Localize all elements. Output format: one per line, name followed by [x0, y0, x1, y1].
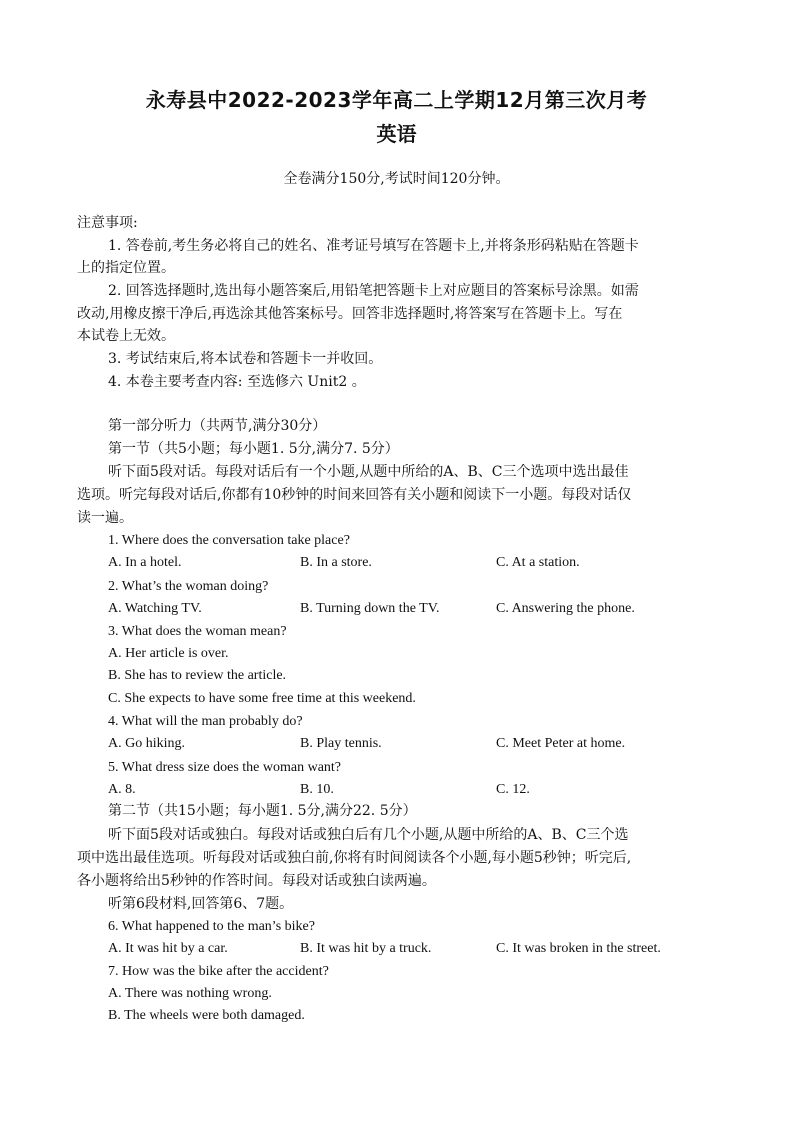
q1-option-c: C. At a station.	[496, 555, 580, 570]
notice-item-4: 4. 本卷主要考查内容: 至选修六 Unit2 。	[108, 374, 366, 390]
notice-item-1: 1. 答卷前,考生务必将自己的姓名、准考证号填写在答题卡上,并将条形码粘贴在答题卡	[108, 238, 639, 254]
q5-option-a: A. 8.	[108, 782, 136, 797]
material-6-heading: 听第6段材料,回答第6、7题。	[108, 896, 294, 912]
question-3: 3. What does the woman mean?	[108, 624, 287, 639]
section1-instructions: 听下面5段对话。每段对话后有一个小题,从题中所给的A、B、C三个选项中选出最佳	[108, 464, 629, 480]
q1-option-b: B. In a store.	[300, 555, 372, 570]
question-2: 2. What’s the woman doing?	[108, 579, 269, 594]
question-5: 5. What dress size does the woman want?	[108, 760, 342, 775]
question-7: 7. How was the bike after the accident?	[108, 964, 329, 979]
q5-option-b: B. 10.	[300, 782, 334, 797]
notice-item-2-cont2: 本试卷上无效。	[77, 328, 175, 344]
exam-title: 永寿县中2022-2023学年高二上学期12月第三次月考	[145, 88, 648, 112]
notice-item-1-cont: 上的指定位置。	[77, 260, 175, 276]
section1-instructions-cont1: 选项。听完每段对话后,你都有10秒钟的时间来回答有关小题和阅读下一小题。每段对话仅	[77, 487, 632, 503]
part1-heading: 第一部分听力（共两节,满分30分）	[108, 418, 327, 434]
question-6: 6. What happened to the man’s bike?	[108, 919, 315, 934]
exam-subject: 英语	[376, 122, 417, 146]
q7-option-a: A. There was nothing wrong.	[108, 986, 272, 1001]
section2-instructions: 听下面5段对话或独白。每段对话或独白后有几个小题,从题中所给的A、B、C三个选	[108, 827, 629, 843]
q2-option-b: B. Turning down the TV.	[300, 601, 440, 616]
notice-item-2-cont1: 改动,用橡皮擦干净后,再选涂其他答案标号。回答非选择题时,将答案写在答题卡上。写在	[77, 306, 623, 322]
question-4: 4. What will the man probably do?	[108, 714, 303, 729]
section2-heading: 第二节（共15小题；每小题1. 5分,满分22. 5分）	[108, 803, 417, 819]
notice-item-2: 2. 回答选择题时,选出每小题答案后,用铅笔把答题卡上对应题目的答案标号涂黑。如需	[108, 283, 639, 299]
q2-option-c: C. Answering the phone.	[496, 601, 635, 616]
q3-option-a: A. Her article is over.	[108, 646, 229, 661]
exam-info: 全卷满分150分,考试时间120分钟。	[283, 171, 510, 187]
section1-heading: 第一节（共5小题；每小题1. 5分,满分7. 5分）	[108, 441, 399, 457]
q6-option-b: B. It was hit by a truck.	[300, 941, 432, 956]
q6-option-c: C. It was broken in the street.	[496, 941, 661, 956]
q6-option-a: A. It was hit by a car.	[108, 941, 228, 956]
section1-instructions-cont2: 读一遍。	[77, 510, 133, 526]
section2-instructions-cont1: 项中选出最佳选项。听每段对话或独白前,你将有时间阅读各个小题,每小题5秒钟；听完后,	[77, 850, 632, 866]
q7-option-b: B. The wheels were both damaged.	[108, 1008, 305, 1023]
section2-instructions-cont2: 各小题将给出5秒钟的作答时间。每段对话或独白读两遍。	[77, 873, 436, 889]
notice-item-3: 3. 考试结束后,将本试卷和答题卡一并收回。	[108, 351, 383, 367]
q3-option-c: C. She expects to have some free time at this weekend.	[108, 691, 416, 706]
q1-option-a: A. In a hotel.	[108, 555, 182, 570]
q4-option-a: A. Go hiking.	[108, 736, 185, 751]
question-1: 1. Where does the conversation take place?	[108, 533, 350, 548]
q3-option-b: B. She has to review the article.	[108, 668, 287, 683]
q5-option-c: C. 12.	[496, 782, 530, 797]
q2-option-a: A. Watching TV.	[108, 601, 202, 616]
notice-heading: 注意事项:	[77, 215, 138, 231]
q4-option-c: C. Meet Peter at home.	[496, 736, 626, 751]
q4-option-b: B. Play tennis.	[300, 736, 382, 751]
